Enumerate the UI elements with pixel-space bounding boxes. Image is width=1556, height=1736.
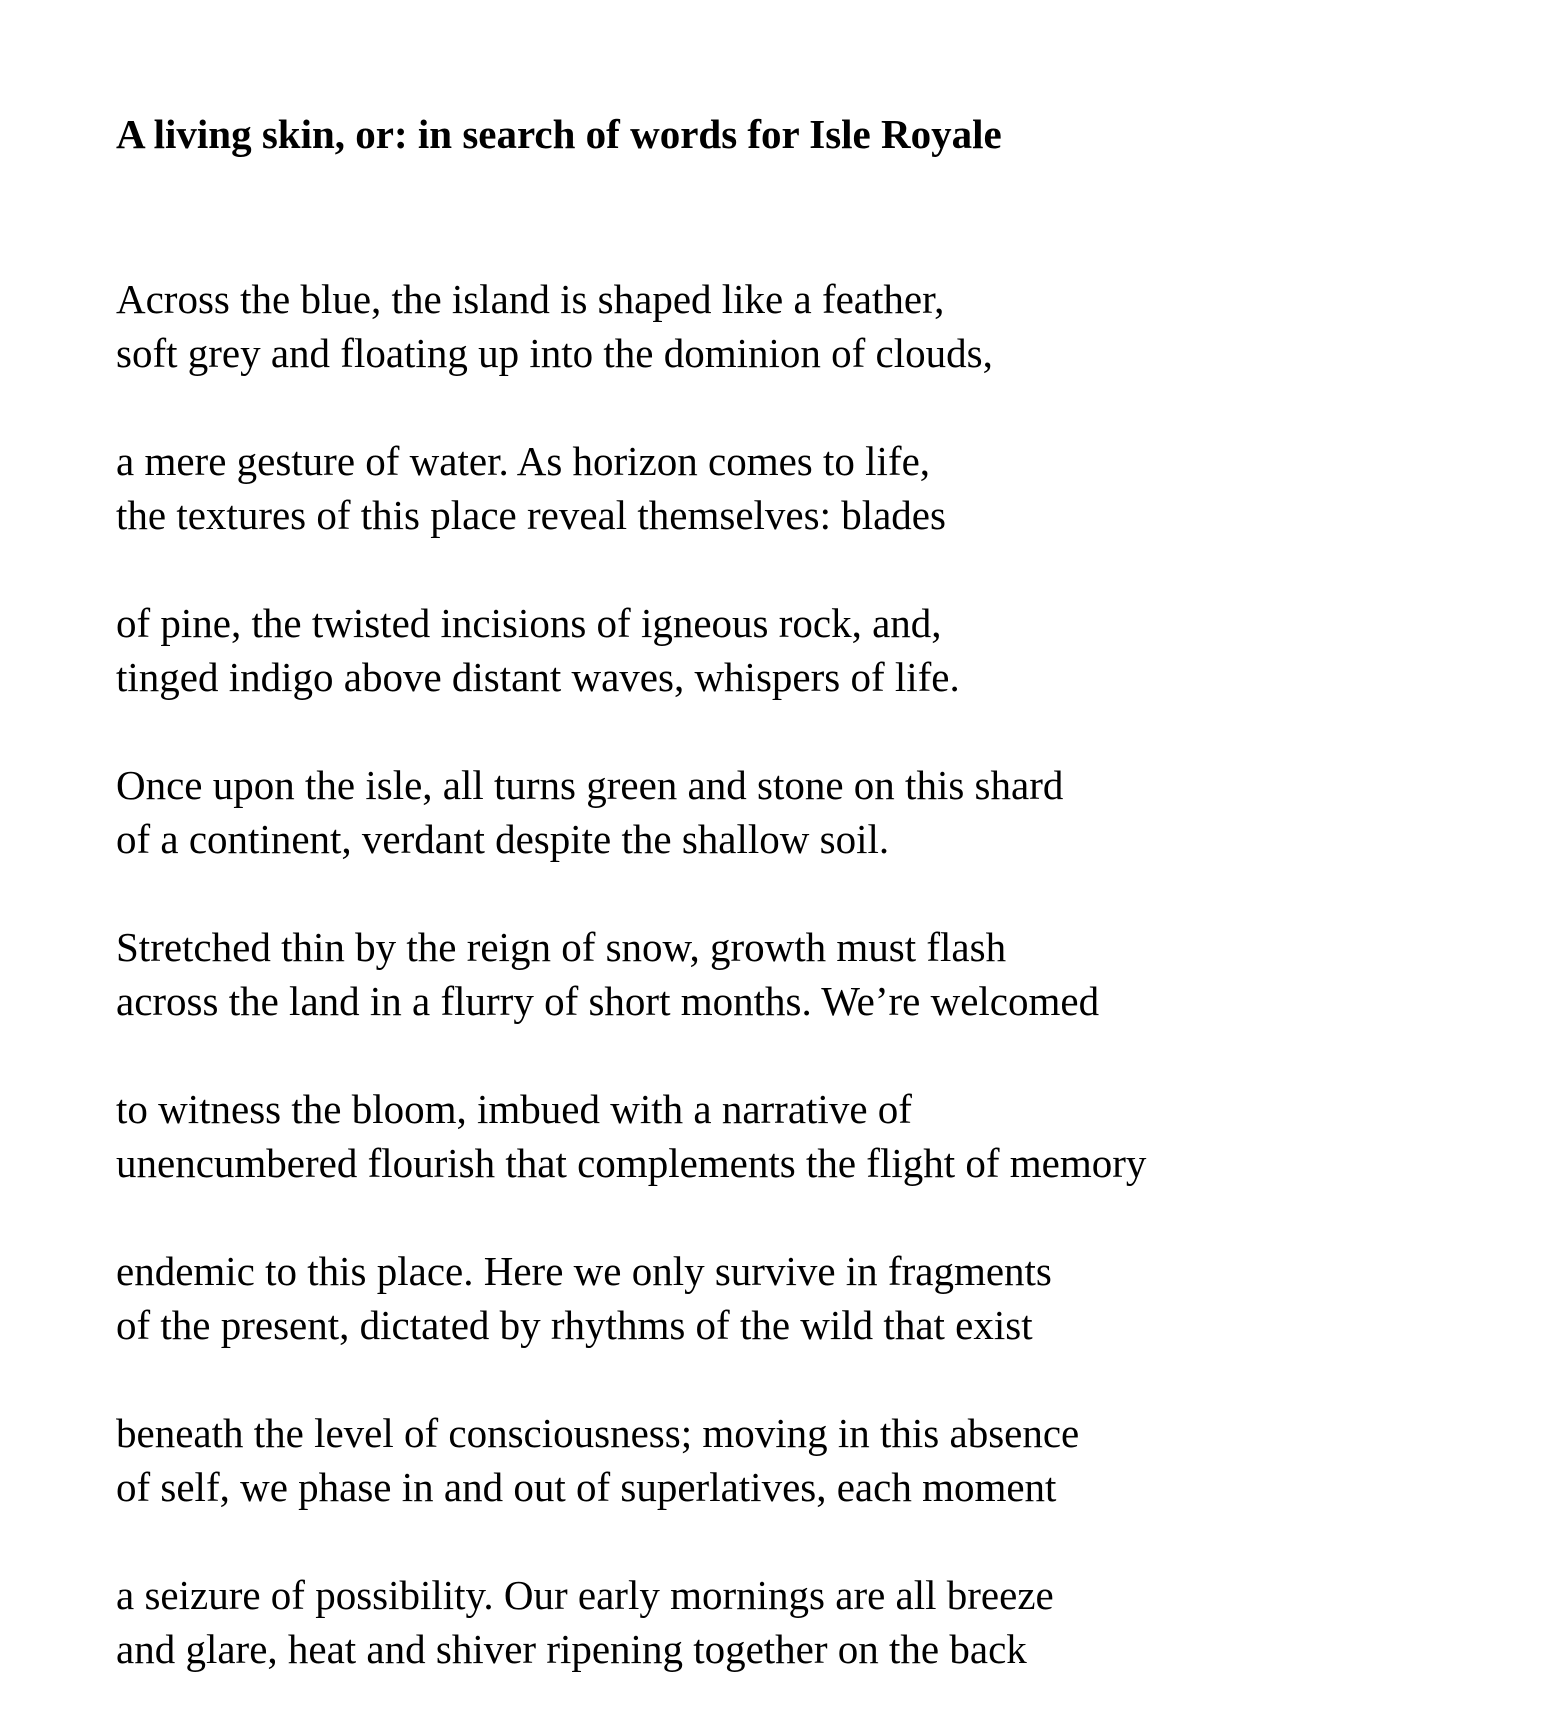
poem-line: to witness the bloom, imbued with a narrative of xyxy=(116,1086,912,1132)
stanza xyxy=(116,758,1416,866)
poem-line: unencumbered flourish that complements the flight of memory xyxy=(116,1140,1147,1186)
poem-line: of pine, the twisted incisions of igneous rock, and, xyxy=(116,600,942,646)
stanza xyxy=(116,272,1416,380)
poem-line: of a continent, verdant despite the shallow soil. xyxy=(116,816,890,862)
stanza xyxy=(116,434,1416,542)
poem-line: a mere gesture of water. As horizon comes to life, xyxy=(116,438,931,484)
poem-line: and glare, heat and shiver ripening together on the back xyxy=(116,1626,1027,1672)
poem-line: of the present, dictated by rhythms of the wild that exist xyxy=(116,1302,1033,1348)
poem-line: across the land in a flurry of short months. We’re welcomed xyxy=(116,978,1100,1024)
poem-title: A living skin, or: in search of words for Isle Royale xyxy=(116,111,1002,157)
poem-line: tinged indigo above distant waves, whispers of life. xyxy=(116,654,960,700)
poem-line: beneath the level of consciousness; moving in this absence xyxy=(116,1410,1080,1456)
poem-body xyxy=(116,272,1416,1676)
poem-line: Once upon the isle, all turns green and stone on this shard xyxy=(116,762,1064,808)
stanza xyxy=(116,1082,1416,1190)
poem-line: Stretched thin by the reign of snow, growth must flash xyxy=(116,924,1007,970)
stanza xyxy=(116,1406,1416,1514)
poem-line: a seizure of possibility. Our early mornings are all breeze xyxy=(116,1572,1054,1618)
stanza xyxy=(116,1244,1416,1352)
document-page xyxy=(116,106,1416,1730)
stanza xyxy=(116,920,1416,1028)
poem-line: of self, we phase in and out of superlatives, each moment xyxy=(116,1464,1057,1510)
poem-line: Across the blue, the island is shaped like a feather, xyxy=(116,276,945,322)
stanza xyxy=(116,596,1416,704)
poem-line: endemic to this place. Here we only survive in fragments xyxy=(116,1248,1052,1294)
stanza xyxy=(116,1568,1416,1676)
poem-line: soft grey and floating up into the dominion of clouds, xyxy=(116,330,993,376)
poem-line: the textures of this place reveal themselves: blades xyxy=(116,492,946,538)
